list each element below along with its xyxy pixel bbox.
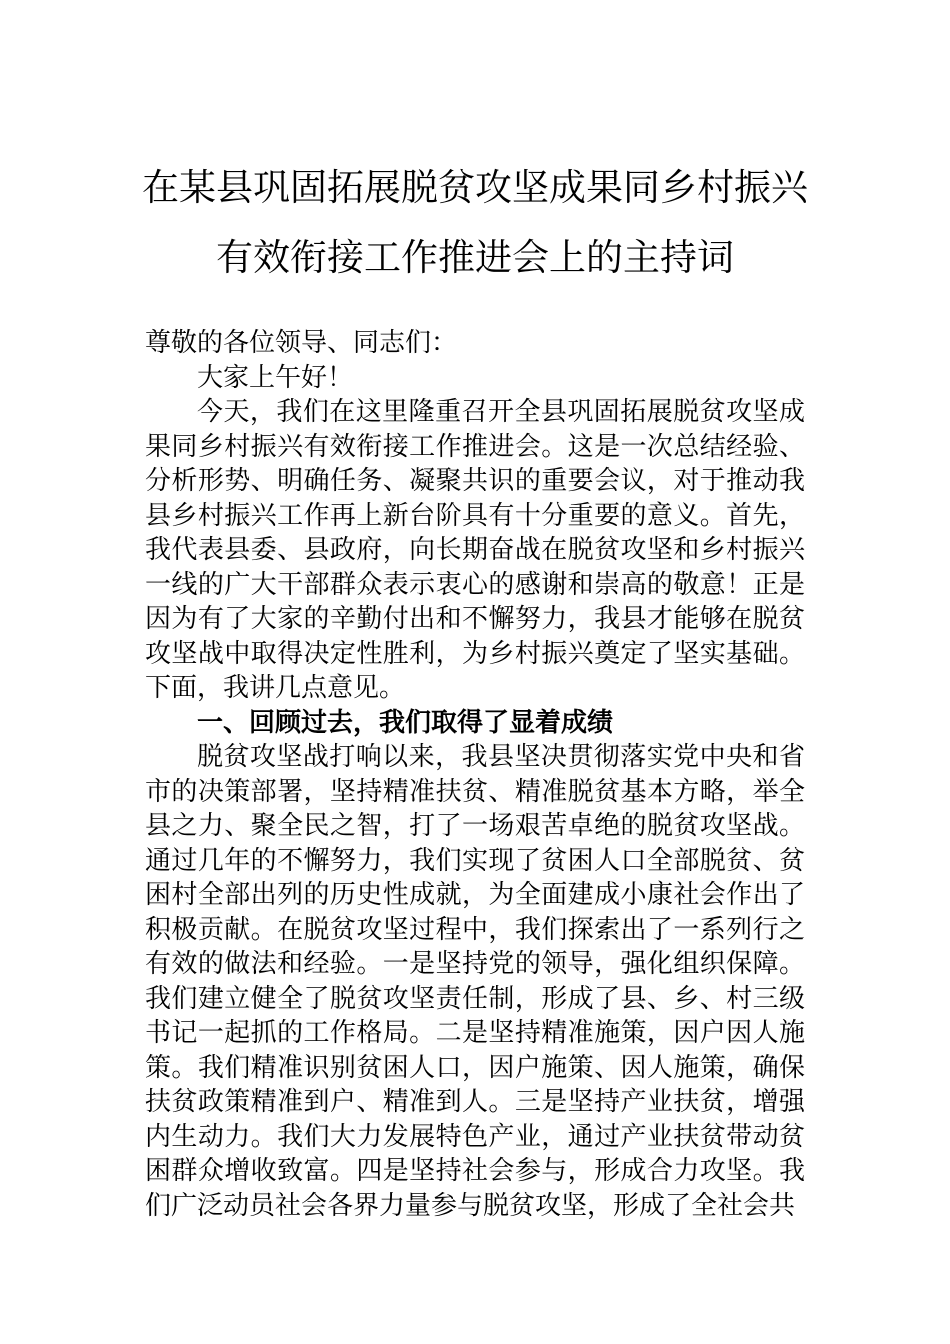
greeting: 大家上午好！: [197, 362, 354, 393]
paragraph-review: 脱贫攻坚战打响以来，我县坚决贯彻落实党中央和省市的决策部署，坚持精准扶贫、精准脱贫基本方略，举全县之力、聚全民之智，打了一场艰苦卓绝的脱贫攻坚战。通过几年的不懈努力，我们实现了贫困人口全部脱贫、贫困村全部出列的历史性成就，为全面建成小康社会作出了积极贡献。在脱贫攻坚过程中，我们探索出了一系列行之有效的做法和经验。一是坚持党的领导，强化组织保障。我们建立健全了脱贫攻坚责任制，形成了县、乡、村三级书记一起抓的工作格局。二是坚持精准施策，因户因人施策。我们精准识别贫困人口，因户施策、因人施策，确保扶贫政策精准到户、精准到人。三是坚持产业扶贫，增强内生动力。我们大力发展特色产业，通过产业扶贫带动贫困群众增收致富。四是坚持社会参与，形成合力攻坚。我们广泛动员社会各界力量参与脱贫攻坚，形成了全社会共: [145, 742, 805, 1221]
salutation: 尊敬的各位领导、同志们：: [145, 328, 458, 358]
document-title-line-2: 有效衔接工作推进会上的主持词: [216, 236, 734, 279]
paragraph-opening: 今天，我们在这里隆重召开全县巩固拓展脱贫攻坚成果同乡村振兴有效衔接工作推进会。这是一次总结经验、分析形势、明确任务、凝聚共识的重要会议，对于推动我县乡村振兴工作再上新台阶具有十分重要的意义。首先，我代表县委、县政府，向长期奋战在脱贫攻坚和乡村振兴一线的广大干部群众表示衷心的感谢和崇高的敬意！正是因为有了大家的辛勤付出和不懈努力，我县才能够在脱贫攻坚战中取得决定性胜利，为乡村振兴奠定了坚实基础。下面，我讲几点意见。: [145, 397, 805, 703]
document-body: [145, 326, 805, 1223]
document-title-line-1: 在某县巩固拓展脱贫攻坚成果同乡村振兴: [142, 166, 808, 209]
section-heading-1: 一、回顾过去，我们取得了显着成绩: [197, 707, 614, 738]
